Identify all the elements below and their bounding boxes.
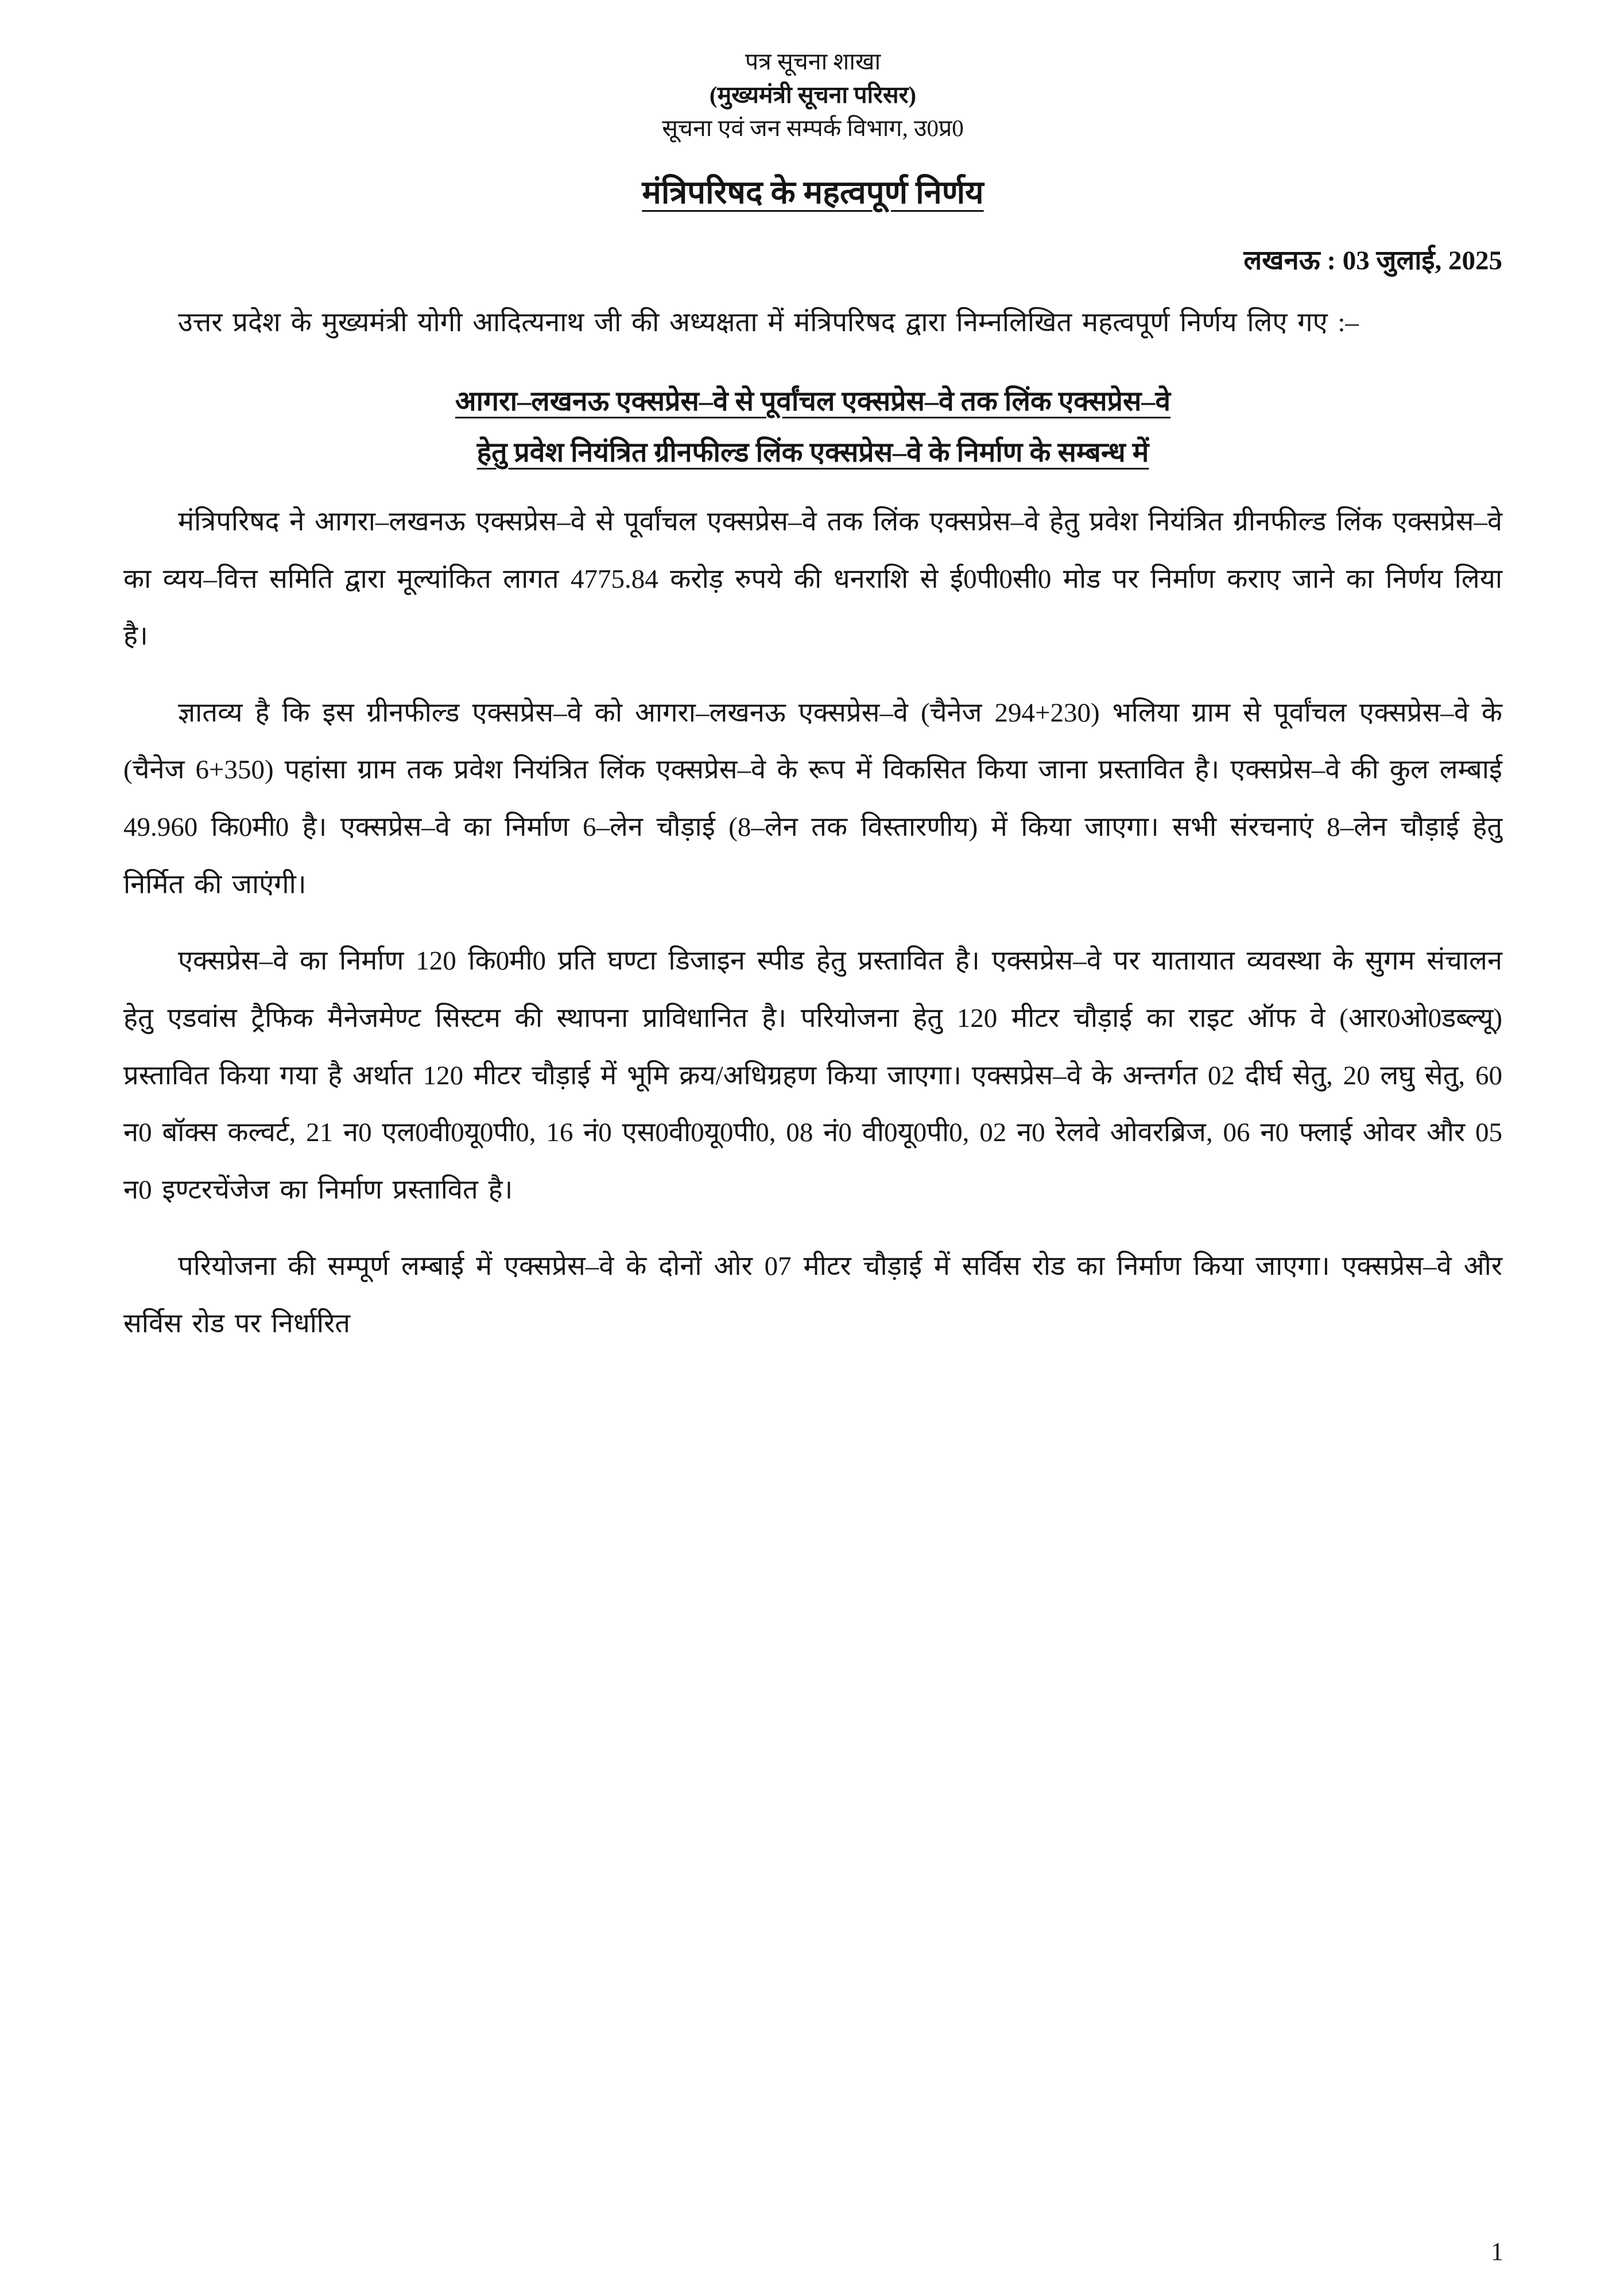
letterhead-line-1: पत्र सूचना शाखा [745,48,881,75]
letterhead-line-2: (मुख्यमंत्री सूचना परिसर) [709,82,917,108]
intro-paragraph: उत्तर प्रदेश के मुख्यमंत्री योगी आदित्यनाथ जी की अध्यक्षता में मंत्रिपरिषद द्वारा निम्नलिखित महत्वपूर्ण निर्णय लिए गए :– [178,307,1359,338]
body-paragraph-1: मंत्रिपरिषद ने आगरा–लखनऊ एक्सप्रेस–वे से पूर्वांचल एक्सप्रेस–वे तक लिंक एक्सप्रेस–वे हेतु प्रवेश नियंत्रित ग्रीनफील्ड लिंक एक्सप्रेस–वे का व्यय–वित्त समिति द्वारा मूल्यांकित लागत 4775.84 करोड़ रुपये की धनराशि से ई0पी0सी0 मोड पर निर्माण कराए जाने का निर्णय लिया है। [123,506,1502,651]
section-heading-line-2: हेतु प्रवेश नियंत्रित ग्रीनफील्ड लिंक एक्सप्रेस–वे के निर्माण के सम्बन्ध में [476,437,1149,468]
body-paragraph-4: परियोजना की सम्पूर्ण लम्बाई में एक्सप्रेस–वे के दोनों ओर 07 मीटर चौड़ाई में सर्विस रोड का निर्माण किया जाएगा। एक्सप्रेस–वे और सर्विस रोड पर निर्धारित [123,1251,1502,1339]
body-paragraph-2: ज्ञातव्य है कि इस ग्रीनफील्ड एक्सप्रेस–वे को आगरा–लखनऊ एक्सप्रेस–वे (चैनेज 294+230) भलिया ग्राम से पूर्वांचल एक्सप्रेस–वे के (चैनेज 6+350) पहांसा ग्राम तक प्रवेश नियंत्रित लिंक एक्सप्रेस–वे के रूप में विकसित किया जाना प्रस्तावित है। एक्सप्रेस–वे की कुल लम्बाई 49.960 कि0मी0 है। एक्सप्रेस–वे का निर्माण 6–लेन चौड़ाई (8–लेन तक विस्तारणीय) में किया जाएगा। सभी संरचनाएं 8–लेन चौड़ाई हेतु निर्मित की जाएंगी। [123,697,1502,899]
dateline: लखनऊ : 03 जुलाई, 2025 [1243,245,1502,276]
section-heading-line-1: आगरा–लखनऊ एक्सप्रेस–वे से पूर्वांचल एक्सप्रेस–वे तक लिंक एक्सप्रेस–वे [455,386,1171,417]
letterhead-line-3: सूचना एवं जन सम्पर्क विभाग, उ0प्र0 [662,115,964,142]
document-title: मंत्रिपरिषद के महत्वपूर्ण निर्णय [642,174,984,211]
body-paragraph-3: एक्सप्रेस–वे का निर्माण 120 कि0मी0 प्रति घण्टा डिजाइन स्पीड हेतु प्रस्तावित है। एक्सप्रेस–वे पर यातायात व्यवस्था के सुगम संचालन हेतु एडवांस ट्रैफिक मैनेजमेण्ट सिस्टम की स्थापना प्राविधानित है। परियोजना हेतु 120 मीटर चौड़ाई का राइट ऑफ वे (आर0ओ0डब्ल्यू) प्रस्तावित किया गया है अर्थात 120 मीटर चौड़ाई में भूमि क्रय/अधिग्रहण किया जाएगा। एक्सप्रेस–वे के अन्तर्गत 02 दीर्घ सेतु, 20 लघु सेतु, 60 न0 बॉक्स कल्वर्ट, 21 न0 एल0वी0यू0पी0, 16 नं0 एस0वी0यू0पी0, 08 नं0 वी0यू0पी0, 02 न0 रेलवे ओवरब्रिज, 06 न0 फ्लाई ओवर और 05 न0 इण्टरचेंजेज का निर्माण प्रस्तावित है। [123,946,1502,1205]
page-number: 1 [1491,2237,1503,2266]
section-heading [123,377,1502,479]
letterhead [123,45,1502,145]
